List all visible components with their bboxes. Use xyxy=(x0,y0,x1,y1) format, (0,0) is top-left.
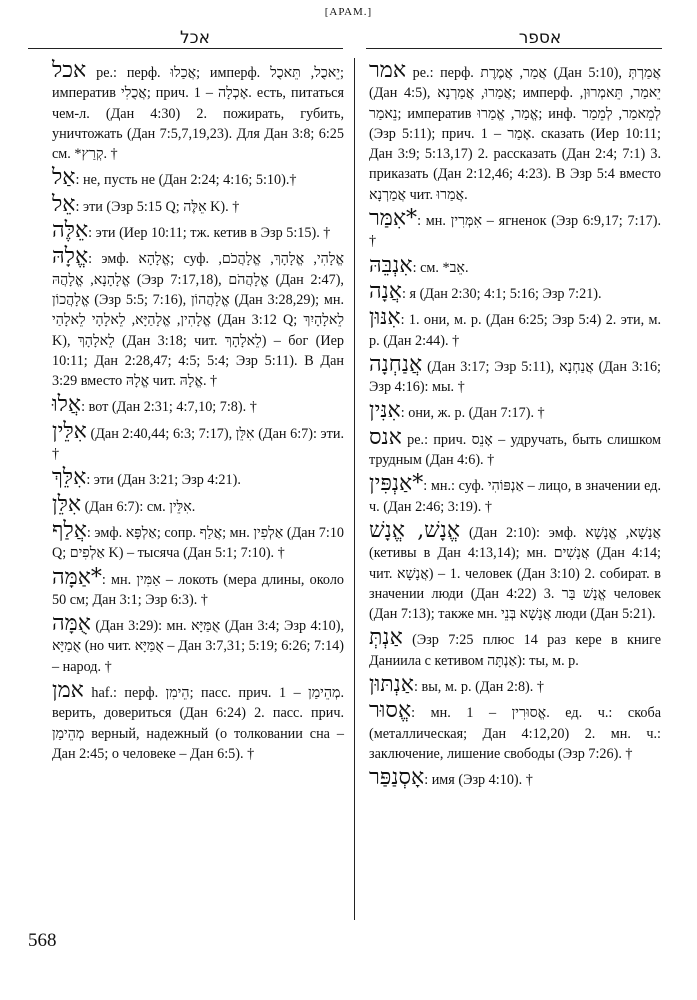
entry-headword: אִנִּין xyxy=(369,398,401,424)
entry-definition: : эти (Дан 3:21; Эзр 4:21). xyxy=(86,472,241,489)
left-column xyxy=(52,60,344,767)
dictionary-entry xyxy=(369,424,661,471)
dictionary-entry xyxy=(52,418,344,465)
right-header-rule xyxy=(366,48,662,49)
entry-headword: אמר xyxy=(369,58,407,83)
dictionary-entry xyxy=(52,491,344,517)
dictionary-entry xyxy=(52,467,344,490)
entry-definition: : эти (Эзр 5:15 Q; אֵלֶּה K). † xyxy=(75,198,240,215)
entry-headword: *אִמַּר xyxy=(369,206,418,232)
entry-headword: אַל xyxy=(52,165,76,191)
page-number: 568 xyxy=(28,930,57,951)
dictionary-entry xyxy=(52,246,344,391)
entry-headword: אַנְתּוּן xyxy=(369,672,415,698)
entry-definition: (Дан 3:29): мн. אֻמַּיָּא (Дан 3:4; Эзр 4:10), אֻמַיָּא (но чит. אֻמַּיָּא – Дан 3:7,31; 5:19; 6:26; 7:14) – народ. † xyxy=(52,618,344,675)
entry-headword: *אַמָּה xyxy=(52,564,102,590)
dictionary-entry xyxy=(369,400,661,423)
running-head: [АРАМ.] xyxy=(324,6,373,18)
entry-definition: ре.: перф. אֲכַלוּ; имперф. יֵאכֻל, תֵּאכֻל; императив אֲכֻלִי; прич. אָכְלָה – 1. есть, питаться чем-л. (Дан 4:30) 2. пожирать, губить, уничтожать (Дан 7:5,7,19,23). Для Дан 3:8; 6:25 см. *קְרַץ. † xyxy=(52,65,344,163)
dictionary-entry xyxy=(52,613,344,677)
entry-headword: אִלֵּךְ xyxy=(52,465,87,491)
dictionary-entry xyxy=(369,278,661,304)
dictionary-entry xyxy=(52,60,344,164)
dictionary-entry xyxy=(52,167,344,190)
entry-definition: haf.: перф. הֵימִן; пасс. прич. מְהֵימַן – 1. верить, довериться (Дан 6:24) 2. пасс. прич. מְהֵימַן верный, надежный (о толковании сна – Дан 2:45; о человеке – Дан 6:5). † xyxy=(52,685,345,762)
dictionary-entry xyxy=(52,220,344,243)
dictionary-entry xyxy=(369,208,661,252)
left-header-rule xyxy=(28,48,343,49)
column-divider xyxy=(354,58,355,920)
entry-definition: : вот (Дан 2:31; 4:7,10; 7:8). † xyxy=(81,399,257,416)
entry-headword: אֲלַף xyxy=(52,517,87,543)
entry-definition: (Дан 6:7): см. אִלֵּין. xyxy=(81,498,196,515)
entry-headword: אמן xyxy=(52,678,84,704)
entry-headword: אכל xyxy=(52,58,87,83)
entry-definition: ре.: прич. אָנֵס – удручать, быть слишком трудным (Дан 4:6). † xyxy=(369,431,661,469)
entry-definition: (Дан 2:10): эмф. אֲנָשָׁא, אֱנָשָׁא (кетивы в Дан 4:13,14); мн. אֲנָשִׁים (Дан 4:14; чит. אֲנָשָׁא) – 1. человек (Дан 3:10) 2. собират. в значении люди (Дан 4:22) 3. אֱנָשׁ בַּר человек (Дан 7:13); также мн. אֲנָשָׁא בְּנֵי люди (Дан 5:21). xyxy=(369,524,661,623)
entry-headword: אֲנָה xyxy=(369,278,403,304)
entry-definition: : они, ж. р. (Дан 7:17). † xyxy=(400,405,545,422)
dictionary-entry xyxy=(369,674,661,697)
dictionary-entry xyxy=(369,517,661,624)
entry-headword: אִנְבֵּהּ xyxy=(369,252,413,278)
entry-definition: (Дан 3:17; Эзр 5:11), אֲנַחְנָא (Дан 3:16; Эзр 4:16): мы. † xyxy=(369,358,661,396)
dictionary-entry xyxy=(52,564,344,611)
entry-headword: אֵל xyxy=(52,191,76,217)
entry-headword: אִלֵּן xyxy=(52,491,82,517)
dictionary-entry xyxy=(52,191,344,217)
dictionary-entry xyxy=(369,473,661,517)
entry-headword: אֱלָהּ xyxy=(52,244,89,270)
right-column xyxy=(369,60,661,794)
dictionary-entry xyxy=(369,351,661,398)
entry-headword: אנס xyxy=(369,424,402,450)
entry-definition: : эмф. אֱלָהָא; суф. אֱלָהִי, אֱלָהָךְ, אֱלָהֲכֹם, אֱלָהָנָא, אֱלָהֲהּ (Эзр 7:17,18), אֱלָהֲהֹם (Дан 2:47), אֱלָהֲכוֹן (Эзр 5:5; 7:16), אֱלָהֲהוֹן (Дан 3:28,29); мн. אֱלָהִין, אֱלָהַיָּא, לֵאלָהָי לֵאלָהַי (Дан 3:12 Q; לֵאלָהָיִךְ K), לֵאלָהָךְ (Дан 3:18; чит. לֵאלָהָךְ) – бог (Иер 10:11; Дан 2:28,47; 4:5; 5:4; Эзр 5:11). В Дан 3:29 вместо אֱלָהּ чит. אֱלָהּ. † xyxy=(52,251,345,390)
dictionary-entry xyxy=(369,60,661,205)
left-column-head: אכל xyxy=(179,28,210,48)
entry-definition: : мн. אִמְּרִין – ягненок (Эзр 6:9,17; 7:17). † xyxy=(369,213,661,250)
entry-definition: : эмф. אַלְפָּא; сопр. אֲלַף; мн. אַלְפִין (Дан 7:10 Q; אַלְפִים K) – тысяча (Дан 5:1; 7:10). † xyxy=(52,524,345,562)
entry-headword: אֻמָּה xyxy=(52,611,91,637)
dictionary-entry xyxy=(52,394,344,417)
dictionary-entry xyxy=(369,252,661,278)
entry-definition: : мн. אֱסוּרִין – 1. ед. ч.: скоба (металлическая; Дан 4:12,20) 2. мн. ч.: заключение, лишение свободы (Эзр 7:26). † xyxy=(369,705,661,762)
entry-definition: ре.: перф. אֲמַר, אֲמֶרֶת (Дан 5:10), אֲמַרְתְּ (Дан 4:5), אֲמַרוּ, אֲמַרְנָא; имперф. יֵאמַר, תֵּאמְרוּן, נֵאמַר; императив אֱמַר, אֱמַרוּ; инф. לְמֵאמַר, לְמֵמַר (Эзр 5:11); прич. אָמַר – 1. сказать (Иер 10:11; Дан 3:9; 5:13,17) 2. рассказать (Дан 2:4; 7:1) 3. приказать (Дан 2:12,46; 4:23). В Эзр 5:4 вместо אֲמַרְנָא чит. אֲמַרוּ. xyxy=(369,65,662,203)
entry-definition: : мн.: суф. אַנְפּוֹהִי – лицо, в значении ед. ч. (Дан 2:46; 3:19). † xyxy=(369,478,662,515)
dictionary-entry xyxy=(52,517,345,564)
dictionary-entry xyxy=(369,627,661,671)
entry-definition: (Эзр 7:25 плюс 14 раз кере в книге Даниила с кетивом אַנְתָּה): ты, м. р. xyxy=(369,632,661,669)
entry-headword: אֱסוּר xyxy=(369,698,412,724)
dictionary-entry xyxy=(369,767,661,790)
entry-headword: *אַנְפִּין xyxy=(369,471,424,497)
entry-headword: אֲלוּ xyxy=(52,392,82,418)
entry-headword: אַנְתְּ xyxy=(369,625,403,651)
entry-definition: : вы, м. р. (Дан 2:8). † xyxy=(414,679,544,696)
entry-definition: : эти (Иер 10:11; тж. кетив в Эзр 5:15). † xyxy=(88,225,331,242)
entry-definition: : не, пусть не (Дан 2:24; 4:16; 5:10).† xyxy=(75,172,297,189)
entry-headword: אָסְנַפַּר xyxy=(369,765,425,791)
dictionary-entry xyxy=(369,307,661,351)
entry-definition: : мн. אַמִּין – локоть (мера длины, около 50 см; Дан 3:1; Эзр 6:3). † xyxy=(52,571,344,608)
entry-headword: אֲנַחְנָה xyxy=(369,351,423,377)
entry-headword: אֱנָשׁ, אֱנָשׁ xyxy=(369,517,461,543)
dictionary-entry xyxy=(369,700,661,764)
right-column-head: אספר xyxy=(518,28,562,48)
entry-definition: : см. *אֵב. xyxy=(412,259,469,276)
entry-headword: אִלֵּין xyxy=(52,418,87,444)
entry-headword: אִנּוּן xyxy=(369,305,401,331)
entry-definition: : имя (Эзр 4:10). † xyxy=(424,772,533,789)
entry-definition: : 1. они, м. р. (Дан 6:25; Эзр 5:4) 2. эти, м. р. (Дан 2:44). † xyxy=(369,312,661,349)
entry-definition: : я (Дан 2:30; 4:1; 5:16; Эзр 7:21). xyxy=(402,285,602,302)
entry-headword: אֵלֶּה xyxy=(52,218,89,244)
dictionary-entry xyxy=(52,680,344,764)
entry-definition: (Дан 2:40,44; 6:3; 7:17), אִלֵּן (Дан 6:7): эти. † xyxy=(52,425,344,463)
